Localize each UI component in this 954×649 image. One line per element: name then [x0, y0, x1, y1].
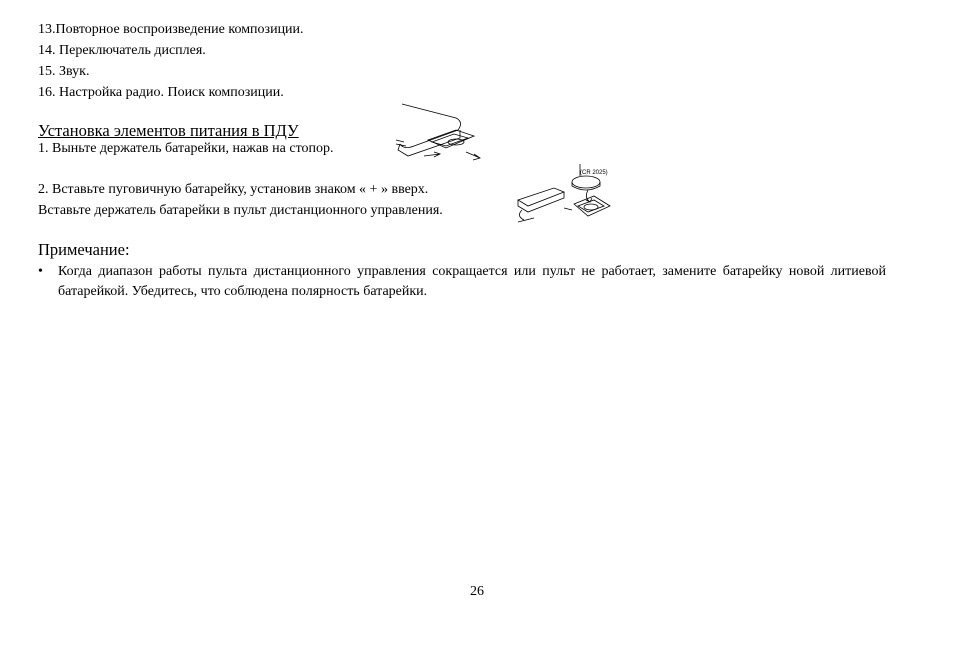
battery-section-title: Установка элементов питания в ПДУ: [38, 121, 299, 140]
list-item-15: 15. Звук.: [38, 64, 90, 79]
battery-step-1: 1. Выньте держатель батарейки, нажав на стопор.: [38, 141, 334, 156]
note-title: Примечание:: [38, 240, 130, 259]
battery-step-2-line-1: 2. Вставьте пуговичную батарейку, установив знаком « + » вверх.: [38, 182, 429, 197]
list-item-14: 14. Переключатель дисплея.: [38, 43, 206, 58]
battery-model-label: (CR 2025): [580, 170, 608, 176]
remote-holder-removal-illustration: [394, 100, 494, 166]
note-text: Когда диапазон работы пульта дистанционного управления сокращается или пульт не работает, замените батарейку новой литиевой батарейкой. Убедитесь, что соблюдена полярность батарейки.: [58, 264, 886, 299]
list-item-16: 16. Настройка радио. Поиск композиции.: [38, 85, 284, 100]
note-list-item: [38, 262, 886, 302]
battery-step-2-line-2: Вставьте держатель батарейки в пульт дистанционного управления.: [38, 203, 443, 218]
page-number: 26: [470, 584, 484, 599]
list-item-13: 13.Повторное воспроизведение композиции.: [38, 22, 304, 37]
bullet-icon: •: [38, 264, 43, 279]
